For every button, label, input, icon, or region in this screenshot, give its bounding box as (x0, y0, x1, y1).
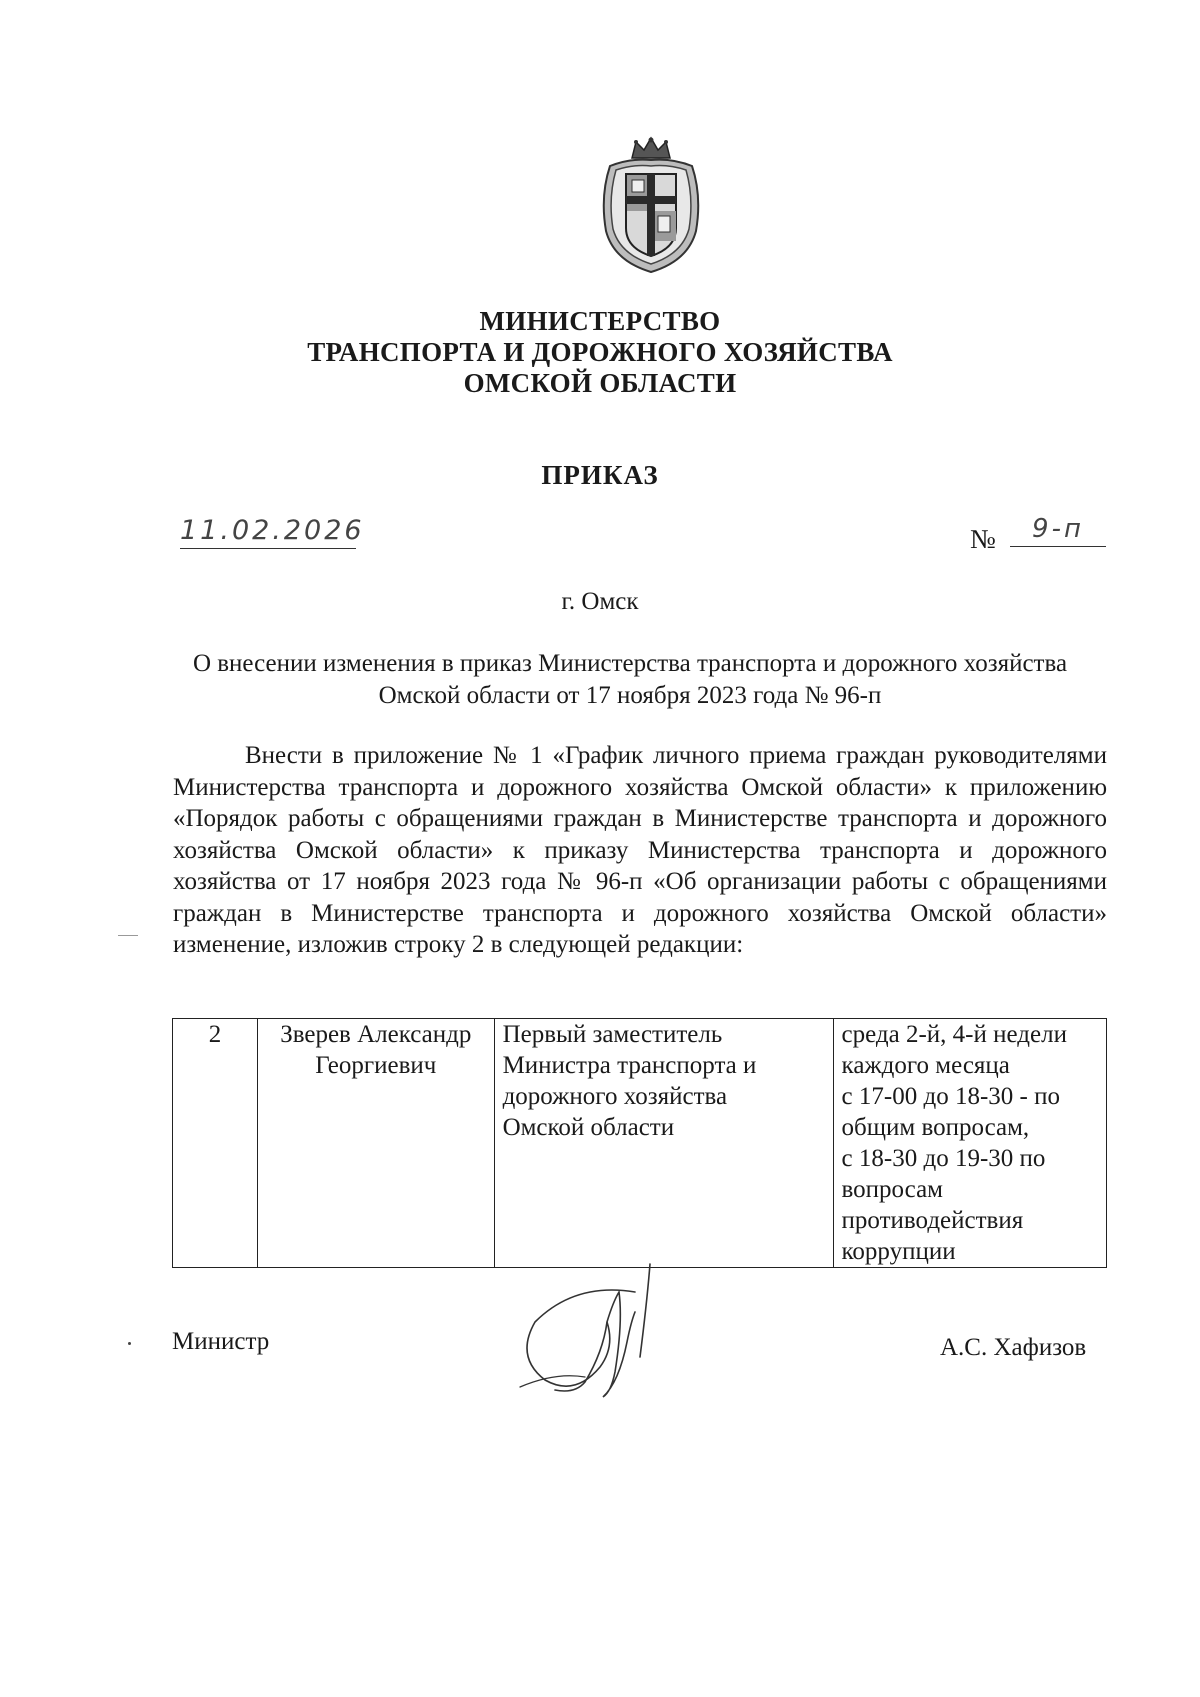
position-line: дорожного хозяйства (502, 1083, 728, 1110)
coat-of-arms-emblem (592, 136, 710, 276)
position-line: Омской области (502, 1114, 675, 1141)
order-date: 11.02.2026 (180, 515, 356, 549)
order-subject: О внесении изменения в приказ Министерства транспорта и дорожного хозяйства Омской области от 17 ноября 2023 года № 96-п (192, 650, 1068, 709)
name-line: Георгиевич (315, 1052, 437, 1079)
schedule-line: вопросам (841, 1176, 943, 1203)
document-type-title: ПРИКАЗ (541, 460, 659, 490)
amendment-table (172, 1018, 1107, 1268)
schedule-line: среда 2-й, 4-й недели (841, 1021, 1067, 1048)
row-number-cell (173, 1019, 258, 1268)
name-cell (258, 1019, 495, 1268)
name-line: Зверев Александр (280, 1021, 472, 1048)
row-number: 2 (208, 1021, 222, 1048)
handwritten-signature (515, 1262, 715, 1412)
position-cell (494, 1019, 833, 1268)
ministry-line-3: ОМСКОЙ ОБЛАСТИ (463, 368, 737, 398)
ministry-name (0, 306, 1200, 399)
schedule-line: с 18-30 до 19-30 по (841, 1145, 1046, 1172)
city: г. Омск (561, 588, 639, 615)
margin-mark (118, 935, 138, 936)
schedule-line: общим вопросам, (841, 1114, 1030, 1141)
margin-dot (128, 1342, 131, 1345)
schedule-cell (833, 1019, 1106, 1268)
schedule-line: с 17-00 до 18-30 - по (841, 1083, 1060, 1110)
schedule-line: каждого месяца (841, 1052, 1010, 1079)
ministry-line-1: МИНИСТЕРСТВО (479, 306, 721, 336)
table-row (173, 1019, 1107, 1268)
signatory-name: А.С. Хафизов (940, 1334, 1087, 1361)
signatory-title: Министр (172, 1328, 270, 1355)
position-line: Первый заместитель (502, 1021, 723, 1048)
order-body: Внести в приложение № 1 «График личного приема граждан руководителями Министерства транспорта и дорожного хозяйства Омской области» к приложению «Порядок работы с обращениями граждан в Министерстве транспорта и дорожного хозяйства Омской области» к приказу Министерства транспорта и дорожного хозяйства от 17 ноября 2023 года № 96-п «Об организации работы с обращениями граждан в Министерстве транспорта и дорожного хозяйства Омской области» изменение, изложив строку 2 в следующей редакции: (173, 742, 1107, 958)
order-number-label: № (970, 524, 996, 554)
ministry-line-2: ТРАНСПОРТА И ДОРОЖНОГО ХОЗЯЙСТВА (307, 337, 893, 367)
schedule-line: противодействия (841, 1207, 1024, 1234)
order-number: 9-п (1010, 514, 1106, 547)
schedule-line: коррупции (841, 1238, 956, 1265)
position-line: Министра транспорта и (502, 1052, 757, 1079)
